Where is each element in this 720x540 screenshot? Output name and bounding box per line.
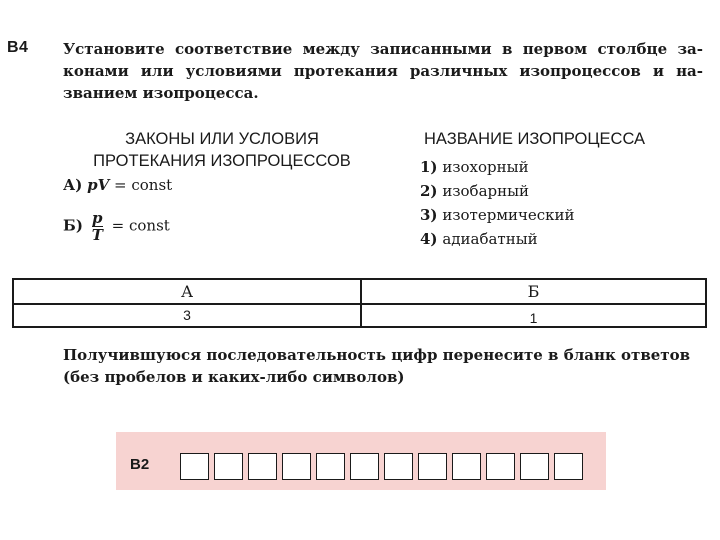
option-text: адиабатный: [442, 230, 538, 248]
option-item: [420, 227, 575, 251]
answer-cell[interactable]: [316, 453, 345, 480]
answer-form-label: В2: [130, 456, 150, 473]
option-number: 2): [420, 182, 438, 200]
answer-table: [12, 278, 707, 328]
option-number: 1): [420, 158, 438, 176]
left-column-header: [62, 128, 382, 172]
answer-cell[interactable]: [350, 453, 379, 480]
table-answer-b: 1: [529, 310, 538, 326]
condition-b-rhs: = const: [111, 216, 170, 235]
table-header-a: А: [180, 282, 194, 301]
fraction-numerator: p: [92, 209, 103, 227]
answer-cell[interactable]: [180, 453, 209, 480]
instruction-line-1: Получившуюся последовательность цифр перенесите в бланк ответов: [63, 346, 691, 364]
table-answer-a: 3: [183, 307, 191, 323]
condition-b-fraction: [92, 210, 103, 243]
condition-b-label: Б): [63, 216, 83, 235]
table-header-b: Б: [527, 282, 540, 301]
condition-a: [63, 176, 172, 194]
condition-a-formula: pV: [87, 176, 110, 194]
answer-cell[interactable]: [486, 453, 515, 480]
answer-cell[interactable]: [384, 453, 413, 480]
answer-form: [116, 432, 606, 490]
answer-cell[interactable]: [214, 453, 243, 480]
instruction-text: [63, 344, 703, 388]
answer-cell[interactable]: [554, 453, 583, 480]
option-number: 3): [420, 206, 438, 224]
answer-cells: [180, 453, 583, 480]
option-text: изохорный: [442, 158, 529, 176]
answer-cell[interactable]: [520, 453, 549, 480]
left-header-line-2: ПРОТЕКАНИЯ ИЗОПРОЦЕССОВ: [93, 152, 351, 170]
option-item: [420, 179, 575, 203]
condition-a-label: А): [63, 176, 83, 194]
instruction-line-2: (без пробелов и каких-либо символов): [63, 368, 405, 386]
condition-a-rhs: = const: [114, 176, 173, 194]
task-line-3: званием изопроцесса.: [63, 84, 259, 102]
option-text: изобарный: [442, 182, 530, 200]
fraction-denominator: T: [91, 226, 103, 244]
process-options: [420, 155, 575, 251]
task-statement: [63, 38, 703, 104]
left-header-line-1: ЗАКОНЫ ИЛИ УСЛОВИЯ: [125, 130, 319, 148]
answer-cell[interactable]: [452, 453, 481, 480]
condition-b: [63, 210, 170, 243]
option-item: [420, 203, 575, 227]
option-item: [420, 155, 575, 179]
option-number: 4): [420, 230, 438, 248]
option-text: изотермический: [442, 206, 575, 224]
answer-cell[interactable]: [248, 453, 277, 480]
right-column-header: НАЗВАНИЕ ИЗОПРОЦЕССА: [424, 130, 646, 148]
answer-cell[interactable]: [418, 453, 447, 480]
task-number: В4: [7, 39, 29, 56]
task-line-1: Установите соответствие между записанными в первом столбце за-: [63, 40, 703, 58]
task-line-2: конами или условиями протекания различных изопроцессов и на-: [63, 62, 703, 80]
answer-cell[interactable]: [282, 453, 311, 480]
